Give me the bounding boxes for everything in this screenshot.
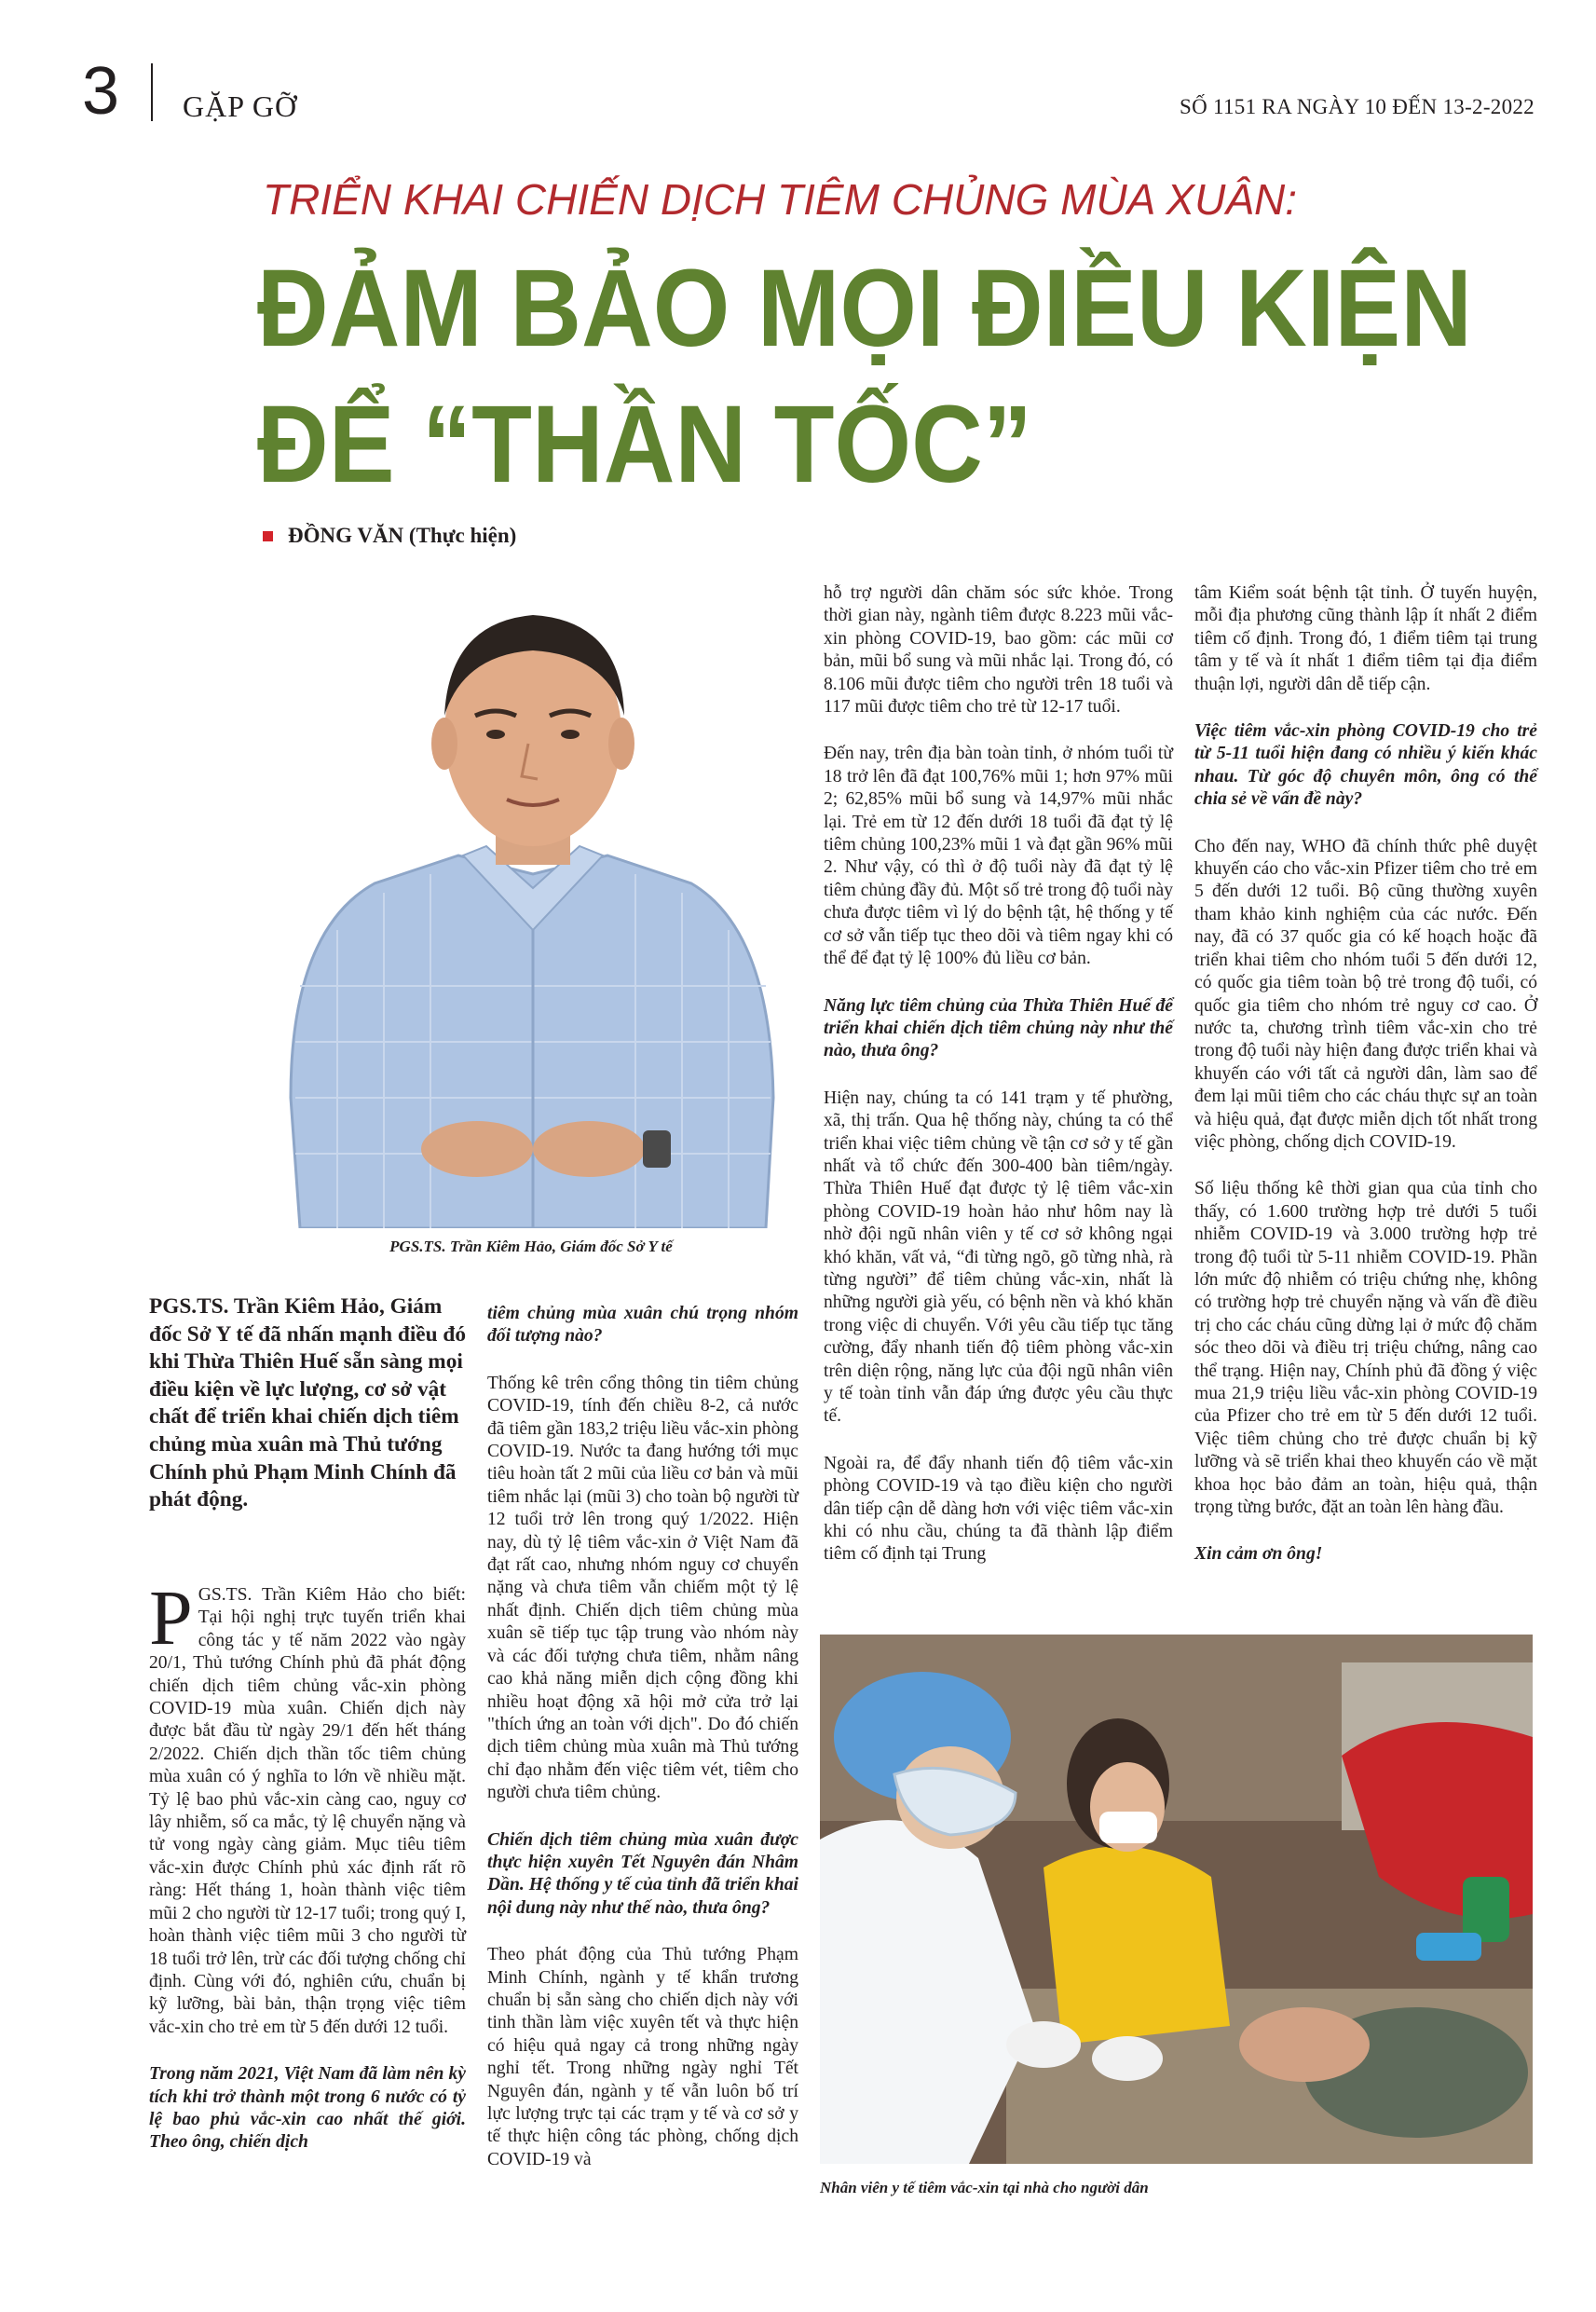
column-4 xyxy=(1194,582,1537,1591)
col4-paragraph-1: tâm Kiểm soát bệnh tật tỉnh. Ở tuyến huyện, mỗi địa phương cũng thành lập ít nhất 2 điểm tiêm cố định. Trong đó, 1 điểm tiêm tại trung tâm y tế và ít nhất 1 điểm tiêm tại địa điểm thuận lợi, người dân dễ tiếp cận. xyxy=(1194,583,1537,694)
article-kicker: TRIỂN KHAI CHIẾN DỊCH TIÊM CHỦNG MÙA XUÂN: xyxy=(263,175,1298,224)
col3-paragraph-4: Ngoài ra, để đẩy nhanh tiến độ tiêm vắc-xin phòng COVID-19 và tạo điều kiện cho người dân tiếp cận dễ dàng hơn với việc tiêm vắc-xin khi có nhu cầu, chúng ta đã thành lập điểm tiêm cố định tại Trung xyxy=(824,1453,1173,1565)
col4-question-1: Việc tiêm vắc-xin phòng COVID-19 cho trẻ từ 5-11 tuổi hiện đang có nhiều ý kiến khác nhau. Từ góc độ chuyên môn, ông có thể chia sẻ về vấn đề này? xyxy=(1194,721,1537,810)
vaccination-illustration xyxy=(820,1635,1533,2164)
col3-paragraph-2: Đến nay, trên địa bàn toàn tỉnh, ở nhóm tuổi từ 18 trở lên đã đạt 100,76% mũi 1; hơn 97% mũi 2; 62,85% mũi bổ sung và 14,97% mũi nhắc lại. Trẻ em từ 12 đến dưới 18 tuổi đã đạt tỷ lệ tiêm chủng 100,23% mũi 1 và đạt gần 96% mũi 2. Như vậy, có thì ở độ tuổi này đã đạt tỷ lệ tiêm chủng đầy đủ. Một số trẻ trong độ tuổi này chưa được tiêm vì lý do bệnh tật, hệ thống y tế cơ sở vẫn tiếp tục theo dõi và tiêm ngay khi có thể để đạt tỷ lệ 100% đủ liều cơ bản. xyxy=(824,744,1173,969)
col3-question-1: Năng lực tiêm chủng của Thừa Thiên Huế để triển khai chiến dịch tiêm chủng này như thế nào, thưa ông? xyxy=(824,995,1173,1061)
vaccination-caption: Nhân viên y tế tiêm vắc-xin tại nhà cho người dân xyxy=(820,2179,1149,2196)
col1-question-1: Trong năm 2021, Việt Nam đã làm nên kỳ tích khi trở thành một trong 6 nước có tỷ lệ bao phủ vắc-xin cao nhất thế giới. Theo ông, chiến dịch xyxy=(149,2064,466,2153)
col2-question-2: Chiến dịch tiêm chủng mùa xuân được thực hiện xuyên Tết Nguyên đán Nhâm Dần. Hệ thống y tế của tỉnh đã triển khai nội dung này như thế nào, thưa ông? xyxy=(487,1829,798,1918)
headline-line-2: ĐỂ “THẦN TỐC” xyxy=(257,383,1032,506)
col1-paragraph-1: GS.TS. Trần Kiêm Hảo cho biết: Tại hội nghị trực tuyến triển khai công tác y tế năm 2022 vào ngày 20/1, Thủ tướng Chính phủ đã phát động chiến dịch tiêm chủng vắc-xin phòng COVID-19 mùa xuân. Chiến dịch này được bắt đầu từ ngày 29/1 đến hết tháng 2/2022. Chiến dịch thần tốc tiêm chủng mùa xuân có ý nghĩa to lớn về nhiều mặt. Tỷ lệ bao phủ vắc-xin càng cao, nguy cơ lây nhiễm, số ca mắc, tỷ lệ chuyển nặng và tử vong ngày càng giảm. Mục tiêu tiêm vắc-xin được Chính phủ xác định rất rõ ràng: Hết tháng 1, hoàn thành việc tiêm mũi 2 cho người từ 12-17 tuổi; trong quý I, hoàn thành việc tiêm mũi 3 cho người từ 18 tuổi trở lên, trừ các đối tượng chống chỉ định. Cùng với đó, nghiên cứu, chuẩn bị kỹ lưỡng, bài bản, thận trọng việc tiêm vắc-xin cho trẻ em từ 5 đến dưới 12 tuổi. xyxy=(149,1585,466,2037)
col3-paragraph-1: hỗ trợ người dân chăm sóc sức khỏe. Trong thời gian này, ngành tiêm được 8.223 mũi vắc-xin phòng COVID-19, bao gồm: các mũi cơ bản, mũi bổ sung và mũi nhắc lại. Trong đó, có 8.106 mũi được tiêm cho người trên 18 tuổi và 117 mũi được tiêm cho trẻ từ 12-17 tuổi. xyxy=(824,583,1173,718)
byline-text: ĐỒNG VĂN (Thực hiện) xyxy=(288,524,517,547)
byline-bullet-icon xyxy=(263,531,273,541)
page-number: 3 xyxy=(82,54,120,129)
column-3 xyxy=(824,582,1173,1591)
col2-question-continued: tiêm chủng mùa xuân chú trọng nhóm đối tượng nào? xyxy=(487,1304,798,1347)
byline xyxy=(263,524,516,548)
article-lead: PGS.TS. Trần Kiêm Hảo, Giám đốc Sở Y tế đã nhấn mạnh điều đó khi Thừa Thiên Huế sẵn sàng mọi điều kiện về lực lượng, cơ sở vật chất để triển khai chiến dịch tiêm chủng mùa xuân mà Thủ tướng Chính phủ Phạm Minh Chính đã phát động. xyxy=(149,1294,467,1512)
col2-paragraph-1: Thống kê trên cổng thông tin tiêm chủng COVID-19, tính đến chiều 8-2, cả nước đã tiêm gần 183,2 triệu liều vắc-xin phòng COVID-19. Nước ta đang hướng tới mục tiêu hoàn tất 2 mũi của liều cơ bản và mũi tiêm nhắc lại (mũi 3) cho toàn bộ người từ 12 tuổi trở lên trong quý 1/2022. Hiện nay, dù tỷ lệ tiêm vắc-xin ở Việt Nam đã đạt rất cao, nhưng nhóm nguy cơ chuyển nặng và chưa tiêm vẫn chiếm một tỷ lệ nhất định. Chiến dịch tiêm chủng mùa xuân sẽ tiếp tục tập trung vào nhóm này và các đối tượng chưa tiêm, nhằm nâng cao khả năng miễn dịch cộng đồng khi nhiều hoạt động xã hội mở cửa trở lại "thích ứng an toàn với dịch". Do đó chiến dịch tiêm chủng mùa xuân mà Thủ tướng chỉ đạo nhằm đến việc tiêm vét, tiêm cho người chưa tiêm chủng. xyxy=(487,1373,798,1803)
col4-paragraph-3: Số liệu thống kê thời gian qua của tỉnh cho thấy, có 1.600 trường hợp trẻ dưới 5 tuổi nhiễm COVID-19 và 3.000 trường hợp trẻ trong độ tuổi từ 5-11 nhiễm COVID-19. Phần lớn mức độ nhiễm có triệu chứng nhẹ, không có trường hợp trẻ chuyển nặng và vấn đề điều trị cho các cháu cũng dừng lại ở mức độ chăm sóc theo dõi và điều trị triệu chứng, nâng cao thể trạng. Hiện nay, Chính phủ đã đồng ý việc mua 21,9 triệu liều vắc-xin phòng COVID-19 của Pfizer cho trẻ em từ 5 đến dưới 12 tuổi. Việc tiêm chủng cho trẻ được chuẩn bị kỹ lưỡng và sẽ triển khai theo khuyến cáo về mặt khoa học bảo đảm an toàn, hiệu quả, thận trọng từng bước, đặt an toàn lên hàng đầu. xyxy=(1194,1179,1537,1518)
column-2 xyxy=(487,1303,798,2196)
section-name: GẶP GỠ xyxy=(183,89,298,123)
portrait-caption: PGS.TS. Trần Kiêm Hảo, Giám đốc Sở Y tế xyxy=(389,1238,673,1255)
issue-date: SỐ 1151 RA NGÀY 10 ĐẾN 13-2-2022 xyxy=(1179,95,1535,118)
col4-paragraph-2: Cho đến nay, WHO đã chính thức phê duyệt khuyến cáo cho vắc-xin Pfizer tiêm cho trẻ em 5 đến dưới 12 tuổi. Bộ cũng thường xuyên tham khảo kinh nghiệm của các nước. Đến nay, đã có 37 quốc gia có kế hoạch hoặc đã triển khai tiêm cho nhóm tuổi 5 đến dưới 12, có quốc gia tiêm toàn bộ trẻ trong độ tuổi, có quốc gia tiêm cho nhóm trẻ nguy cơ cao. Ở nước ta, chương trình tiêm vắc-xin cho trẻ trong độ tuổi này hiện đang được triển khai và khuyến cáo với tất cả người dân, làm sao để đem lại mũi tiêm cho các cháu thực sự an toàn và hiệu quả, đạt được miễn dịch tốt nhất trong việc phòng, chống dịch COVID-19. xyxy=(1194,836,1537,1152)
column-1 xyxy=(149,1575,466,2179)
header-divider xyxy=(151,63,153,121)
col3-paragraph-3: Hiện nay, chúng ta có 141 trạm y tế phường, xã, thị trấn. Qua hệ thống này, chúng ta có thể triển khai việc tiêm chủng về tận cơ sở y tế gần nhất và tổ chức đến 300-400 bàn tiêm/ngày. Thừa Thiên Huế đạt được tỷ lệ tiêm vắc-xin phòng COVID-19 hoàn hảo như hôm nay là nhờ đội ngũ nhân viên y tế cơ sở không ngại khó khăn, vất vả, “đi từng ngõ, gõ từng nhà, rà từng người” để tiêm chủng vắc-xin, nhất là những người già yếu, có bệnh nền và khó khăn trong việc di chuyển. Với yêu cầu tiếp tục tăng cường, đẩy nhanh tiến độ tiêm phòng vắc-xin trên diện rộng, năng lực của đội ngũ nhân viên y tế toàn tỉnh vẫn đáp ứng được yêu cầu thực tế. xyxy=(824,1088,1173,1427)
vaccination-photo xyxy=(820,1635,1533,2164)
article-headline xyxy=(257,240,1472,513)
drop-cap: P xyxy=(149,1575,193,1662)
portrait-photo xyxy=(263,576,796,1228)
portrait-illustration xyxy=(263,576,796,1228)
col4-closing: Xin cảm ơn ông! xyxy=(1194,1544,1323,1565)
headline-line-1: ĐẢM BẢO MỌI ĐIỀU KIỆN xyxy=(257,247,1472,370)
col2-paragraph-2: Theo phát động của Thủ tướng Phạm Minh Chính, ngành y tế khẩn trương chuẩn bị sẵn sàng cho chiến dịch này với tinh thần làm việc xuyên tết và thực hiện có hiệu quả ngay cả trong những ngày nghỉ tết. Trong những ngày nghỉ Tết Nguyên đán, ngành y tế vẫn luôn bố trí lực lượng trực tại các trạm y tế và cơ sở y tế thực hiện công tác phòng, chống dịch COVID-19 và xyxy=(487,1945,798,2169)
